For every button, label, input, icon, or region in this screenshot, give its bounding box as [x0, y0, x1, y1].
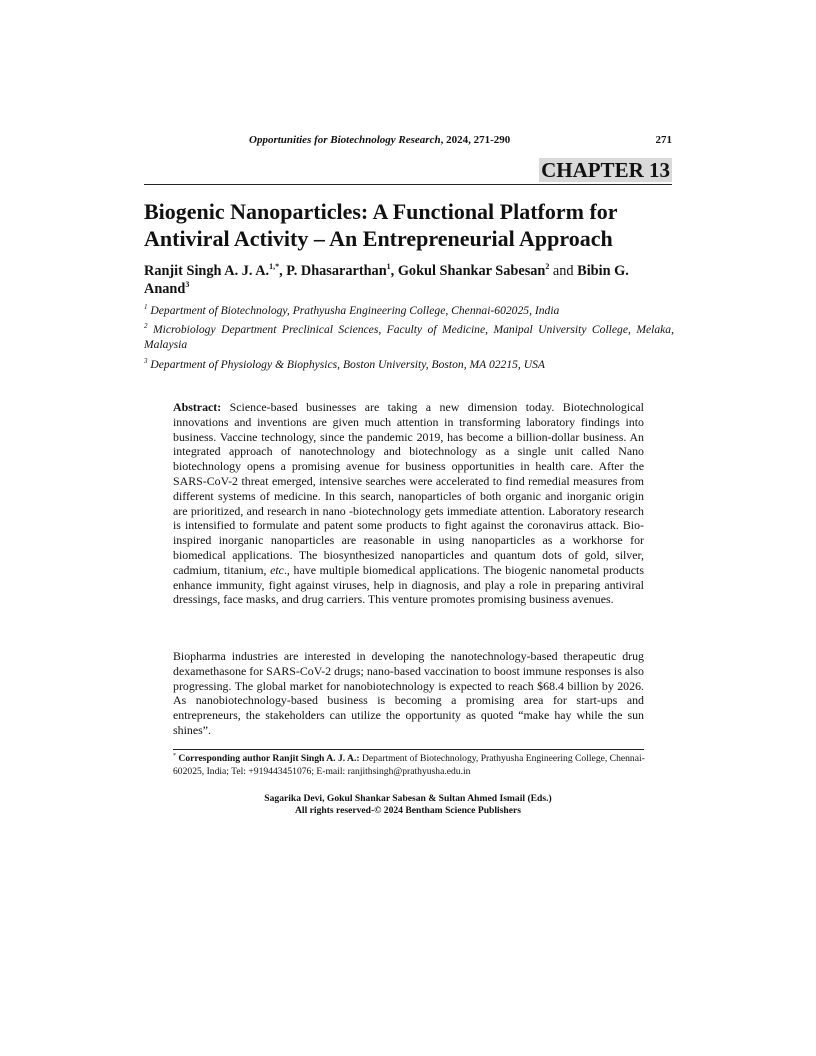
affiliation [144, 322, 674, 352]
author-affiliation-marker: 1 [386, 262, 391, 271]
abstract-text: Science-based businesses are taking a new dimension today. Biotechnological innovations and inventions are given much attention in transforming laboratory findings into business. Vaccine technology, since the pandemic 2019, has become a billion-dollar business. An integrated approach of nanotechnology and biotechnology as a single unit called Nano biotechnology opens a promising avenue for business opportunities in health care. After the SARS-CoV-2 threat emerged, intensive searches were accelerated to find remedial measures from different systems of medicine. In this search, nanoparticles of both organic and inorganic origin are prioritized, and research in nano -biotechnology gets immediate attention. Laboratory research is intensified to formulate and patent some products to fight against the coronavirus attack. Bio-inspired inorganic nanoparticles are reasonable in using nanoparticles as a workhorse for biomedical applications. The biosynthesized nanoparticles and quantum dots of gold, silver, cadmium, titanium, [173, 400, 644, 577]
author-name: Bibin G. Anand [144, 263, 629, 297]
abstract-etc: etc [270, 562, 284, 577]
affiliation-text: Department of Physiology & Biophysics, Boston University, Boston, MA 02215, USA [147, 358, 545, 371]
author-affiliation-marker: 2 [545, 262, 550, 271]
footnote-text: Department of Biotechnology, Prathyusha Engineering College, Chennai-602025, India; Tel: +919443451076; E-mail: ranjithsingh@prathyusha.edu.in [173, 753, 645, 777]
journal-citation [249, 134, 510, 146]
journal-name: Opportunities for Biotechnology Research [249, 134, 441, 146]
affiliation-marker: 2 [144, 322, 148, 330]
chapter-label: CHAPTER 13 [541, 158, 670, 182]
author-affiliation-marker: 1,* [269, 262, 280, 271]
chapter-header [144, 158, 672, 185]
author-name: Ranjit Singh A. J. A. [144, 263, 270, 279]
publisher-footer [144, 793, 672, 817]
author-separator: , [390, 263, 398, 279]
affiliation [144, 303, 674, 318]
author-separator: , [279, 263, 287, 279]
rights-line: All rights reserved-© 2024 Bentham Science Publishers [294, 805, 522, 816]
footnote-label: Corresponding author Ranjit Singh A. J. A.: [176, 753, 360, 764]
abstract-label: Abstract: [173, 400, 222, 414]
abstract [173, 400, 644, 607]
affiliation-marker: 3 [144, 357, 148, 365]
affiliation-text: Microbiology Department Preclinical Sciences, Faculty of Medicine, Manipal University College, Melaka, Malaysia [144, 323, 674, 351]
author-list [144, 262, 676, 298]
footnote-divider [173, 749, 644, 750]
abstract-paragraph-2: Biopharma industries are interested in developing the nanotechnology-based therapeutic drug dexamethasone for SARS-CoV-2 drugs; nano-based vaccination to boost immune responses is also progressing. The global market for nanobiotechnology is expected to reach $68.4 billion by 2026. As nanobiotechnology-based business is becoming a promising area for start-ups and entrepreneurs, the stakeholders can utilize the opportunity as quoted “make hay while the sun shines”. [173, 649, 644, 737]
corresponding-author-footnote [173, 753, 649, 778]
abstract-text-continued: ., have multiple biomedical applications. The biogenic nanometal products enhance immunity, fight against viruses, help in diagnosis, and play a role in preparing antiviral dressings, face masks, and drug carriers. This venture promotes promising business avenues. [173, 562, 644, 607]
author-affiliation-marker: 3 [185, 280, 190, 289]
affiliation-text: Department of Biotechnology, Prathyusha Engineering College, Chennai-602025, India [147, 304, 560, 317]
author-name: P. Dhasararthan [286, 263, 387, 279]
author-conjunction: and [549, 263, 578, 279]
page-number: 271 [655, 134, 672, 146]
journal-volume-pages: , 2024, 271-290 [440, 134, 511, 146]
editors-line: Sagarika Devi, Gokul Shankar Sabesan & Sultan Ahmed Ismail (Eds.) [264, 793, 552, 804]
affiliation-marker: 1 [144, 303, 148, 311]
author-name: Gokul Shankar Sabesan [397, 263, 546, 279]
article-title: Biogenic Nanoparticles: A Functional Platform for Antiviral Activity – An Entrepreneurial Approach [144, 199, 618, 251]
affiliation [144, 357, 674, 372]
footnote-marker: * [173, 753, 176, 759]
